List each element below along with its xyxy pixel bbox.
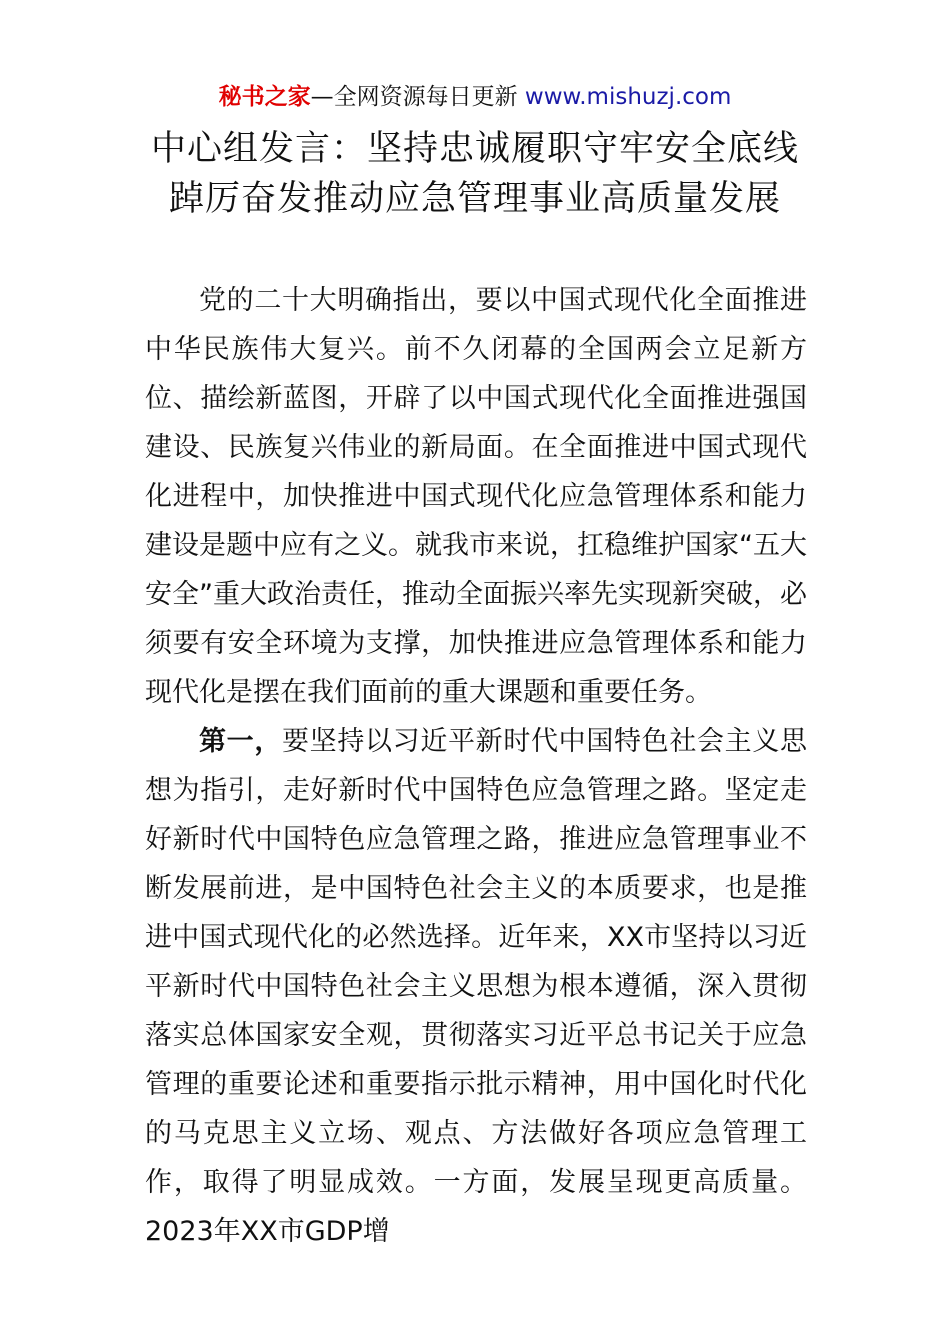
document-body <box>145 276 807 1256</box>
title-line-1: 中心组发言：坚持忠诚履职守牢安全底线 <box>150 129 799 169</box>
site-header <box>0 82 950 112</box>
paragraph-first-point-text: 要坚持以习近平新时代中国特色社会主义思想为指引，走好新时代中国特色应急管理之路。坚定走好新时代中国特色应急管理之路，推进应急管理事业不断发展前进，是中国特色社会主义的本质要求，也是推进中国式现代化的必然选择。近年来，XX市坚持以习近平新时代中国特色社会主义思想为根本遵循，深入贯彻落实总体国家安全观，贯彻落实习近平总书记关于应急管理的重要论述和重要指示批示精神，用中国化时代化的马克思主义立场、观点、方法做好各项应急管理工作，取得了明显成效。一方面，发展呈现更高质量。2023年XX市GDP增 <box>145 726 807 1247</box>
document-title <box>0 124 950 224</box>
paragraph-first-point <box>145 717 807 1256</box>
title-line-2: 踔厉奋发推动应急管理事业高质量发展 <box>168 179 781 219</box>
paragraph-intro: 党的二十大明确指出，要以中国式现代化全面推进中华民族伟大复兴。前不久闭幕的全国两会立足新方位、描绘新蓝图，开辟了以中国式现代化全面推进强国建设、民族复兴伟业的新局面。在全面推进中国式现代化进程中，加快推进中国式现代化应急管理体系和能力建设是题中应有之义。就我市来说，扛稳维护国家“五大安全”重大政治责任，推动全面振兴率先实现新突破，必须要有安全环境为支撑，加快推进应急管理体系和能力现代化是摆在我们面前的重大课题和重要任务。 <box>145 285 807 708</box>
paragraph-lead: 第一， <box>199 726 282 757</box>
site-tagline: —全网资源每日更新 <box>310 84 525 110</box>
site-name: 秘书之家 <box>218 84 311 110</box>
site-url-link[interactable]: www.mishuzj.com <box>524 84 732 110</box>
